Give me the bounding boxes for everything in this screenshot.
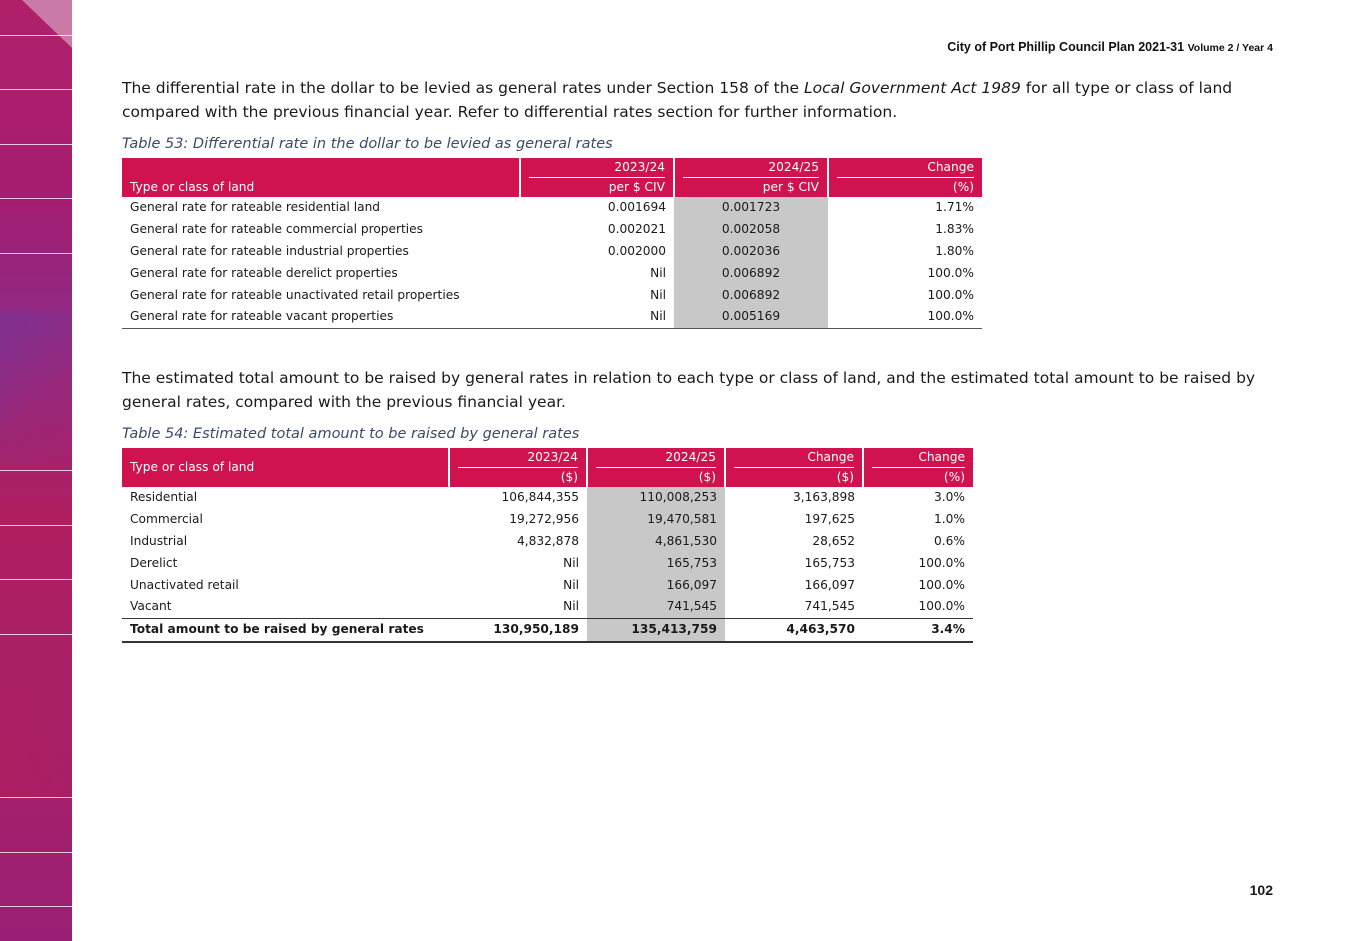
cell-change-percent: 1.0% [934,512,965,527]
table-row [122,596,973,618]
sidebar-rule [0,198,72,199]
cell-2023-24: 0.002000 [607,243,666,258]
sidebar-rule [0,525,72,526]
cell-change: 1.83% [935,222,974,237]
cell-2023-24: Nil [650,265,666,280]
cell-type: General rate for rateable vacant properties [122,306,520,328]
column-header-2023-24: 2023/24 per $ CIV [520,158,674,197]
table-row [122,241,982,263]
cell-2023-24: 130,950,189 [449,618,587,641]
cell-2024-25: 0.002058 [674,219,828,241]
table-row [122,552,973,574]
cell-2024-25: 135,413,759 [587,618,725,641]
sidebar-shape [0,312,72,462]
volume-label: Volume 2 / Year 4 [1187,42,1273,54]
table-row [122,262,982,284]
cell-2024-25: 741,545 [587,596,725,618]
table-header-row [122,448,973,487]
cell-change: 1.80% [935,243,974,258]
sidebar-rule [0,470,72,471]
running-header [947,40,1273,54]
cell-type: General rate for rateable unactivated retail properties [130,287,460,302]
cell-change-percent: 0.6% [934,533,965,548]
cell-type: Derelict [130,555,178,570]
cell-change-percent: 100.0% [918,555,965,570]
table-row [122,219,982,241]
cell-change-dollars: 197,625 [804,512,855,527]
sidebar-rule [0,852,72,853]
decorative-sidebar [0,0,72,941]
intro-paragraph-rates [122,76,1277,124]
cell-2023-24: Nil [650,287,666,302]
cell-2024-25: 166,097 [587,574,725,596]
act-title: Local Government Act 1989 [804,79,1021,97]
column-header-2024-25: 2024/25 ($) [587,448,725,487]
table-total-row [122,618,973,641]
cell-2023-24: Nil [520,306,674,328]
table-total-rates-raised [122,448,973,643]
sidebar-rule [0,89,72,90]
table-row [122,531,973,553]
cell-type: Total amount to be raised by general rates [122,618,449,641]
sidebar-rule [0,797,72,798]
sidebar-rule [0,35,72,36]
column-header-2024-25: 2024/25 per $ CIV [674,158,828,197]
cell-change-percent: 3.4% [863,618,973,641]
cell-change-dollars: 3,163,898 [792,490,855,505]
column-header-type: Type or class of land [122,448,449,487]
cell-change: 1.71% [935,200,974,215]
sidebar-shape [0,680,72,800]
column-header-type: Type or class of land [122,158,520,197]
cell-type: Industrial [130,533,188,548]
cell-type: Vacant [130,599,172,614]
cell-change: 100.0% [828,306,982,328]
cell-change-percent: 100.0% [918,577,965,592]
cell-type: General rate for rateable residential land [130,200,381,215]
cell-type: General rate for rateable industrial properties [130,243,409,258]
cell-2024-25: 0.002036 [674,241,828,263]
column-header-change-percent: Change (%) [863,448,973,487]
cell-2023-24: 19,272,956 [509,512,579,527]
table-row [122,306,982,328]
cell-2024-25: 0.005169 [674,306,828,328]
cell-2023-24: Nil [563,599,579,614]
cell-change: 100.0% [927,265,974,280]
cell-2023-24: Nil [563,555,579,570]
cell-change-dollars: 741,545 [804,599,855,614]
cell-2024-25: 4,861,530 [587,531,725,553]
table-header-row [122,158,982,197]
cell-2024-25: 19,470,581 [587,509,725,531]
sidebar-rule [0,253,72,254]
cell-type: General rate for rateable derelict properties [130,265,398,280]
cell-2024-25: 110,008,253 [587,487,725,509]
cell-2024-25: 0.006892 [674,284,828,306]
cell-change: 100.0% [927,287,974,302]
cell-change-dollars: 28,652 [812,533,855,548]
cell-type: General rate for rateable commercial properties [130,222,424,237]
table54-caption: Table 54: Estimated total amount to be raised by general rates [122,426,580,442]
document-title: City of Port Phillip Council Plan 2021-31 [947,40,1185,54]
cell-2023-24: 0.002021 [607,222,666,237]
cell-2024-25: 0.001723 [674,197,828,219]
cell-change-dollars: 4,463,570 [725,618,863,641]
cell-change-dollars: 165,753 [804,555,855,570]
column-header-2023-24: 2023/24 ($) [449,448,587,487]
para1-text-end: for all type or class of land compared with the previous financial year. Refer to differential rates section for further information. [122,79,1233,121]
para1-text-start: The differential rate in the dollar to be levied as general rates under Section 158 of the [122,79,805,97]
table-differential-rates [122,158,982,329]
page-number: 102 [1249,882,1273,898]
intro-paragraph-totals: The estimated total amount to be raised by general rates in relation to each type or class of land, and the estimated total amount to be raised by general rates, compared with the previous financial year. [122,369,1256,411]
sidebar-rule [0,579,72,580]
cell-2023-24: Nil [563,577,579,592]
cell-type: Unactivated retail [130,577,239,592]
table-row [122,284,982,306]
sidebar-shape [22,0,72,48]
table-row [122,197,982,219]
sidebar-rule [0,634,72,635]
cell-change-percent: 3.0% [934,490,965,505]
cell-change-dollars: 166,097 [804,577,855,592]
table-row [122,574,973,596]
cell-2023-24: 0.001694 [607,200,666,215]
cell-2024-25: 0.006892 [674,262,828,284]
table-row [122,509,973,531]
cell-2023-24: 4,832,878 [516,533,579,548]
cell-2024-25: 165,753 [587,552,725,574]
cell-change-percent: 100.0% [918,599,965,614]
column-header-change-percent: Change (%) [828,158,982,197]
column-header-change-dollars: Change ($) [725,448,863,487]
cell-2023-24: 106,844,355 [501,490,579,505]
cell-type: Residential [130,490,198,505]
table53-caption: Table 53: Differential rate in the dollar to be levied as general rates [122,136,613,152]
sidebar-rule [0,906,72,907]
cell-type: Commercial [130,512,203,527]
table-row [122,487,973,509]
sidebar-rule [0,144,72,145]
